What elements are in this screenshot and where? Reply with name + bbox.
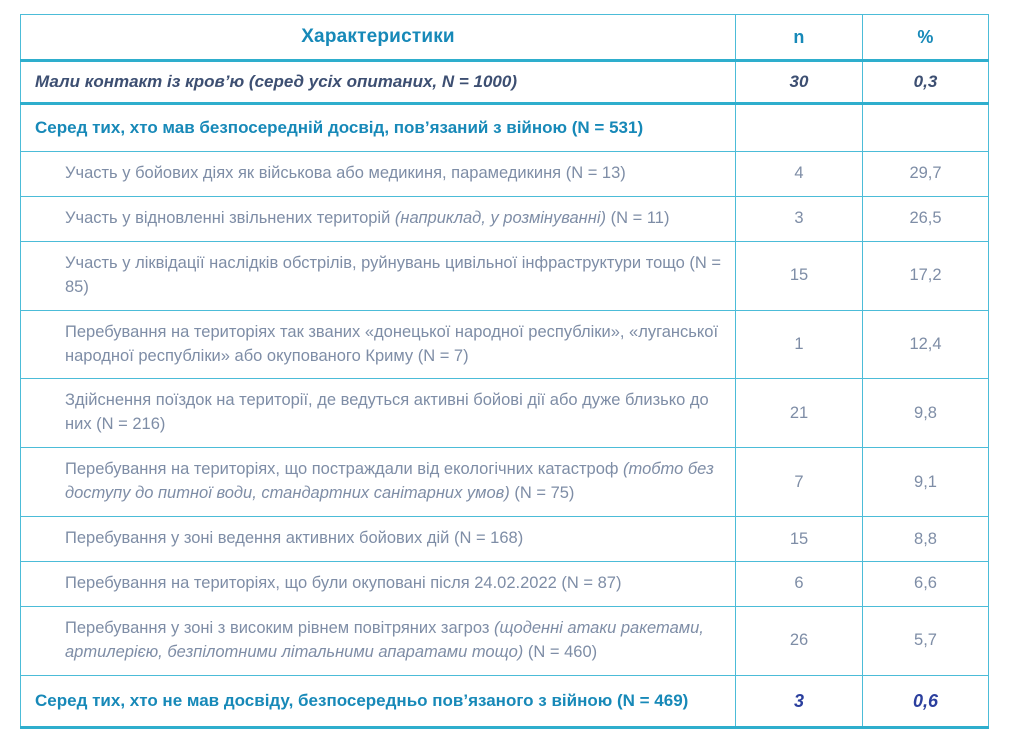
table-header-row: [21, 15, 989, 61]
table-row: [21, 310, 989, 379]
column-header-characteristics: Характеристики: [21, 15, 736, 61]
row-label-text: Перебування на територіях, що були окуповані після 24.02.2022 (N = 87): [65, 574, 622, 593]
cell-percent: 0,3: [863, 61, 989, 104]
row-label-text: Перебування на територіях так званих «донецької народної республіки», «луганської народної республіки» або окупованого Криму (N = 7): [65, 322, 719, 365]
row-label-count: (N = 460): [523, 642, 598, 661]
column-header-percent: %: [863, 15, 989, 61]
cell-percent: 8,8: [863, 517, 989, 562]
cell-percent: 17,2: [863, 241, 989, 310]
row-label: [21, 196, 736, 241]
row-label-note: (тобто без доступу до питної води, стандартних санітарних умов): [65, 460, 714, 503]
cell-percent: 5,7: [863, 606, 989, 675]
table-row-overall: [21, 61, 989, 104]
table-row: [21, 379, 989, 448]
row-label-text: Перебування у зоні ведення активних бойових дій (N = 168): [65, 529, 524, 548]
row-label: [21, 448, 736, 517]
cell-percent: 9,1: [863, 448, 989, 517]
row-label: [21, 606, 736, 675]
cell-percent: 6,6: [863, 562, 989, 607]
cell-n: 6: [736, 562, 863, 607]
cell-n: 15: [736, 517, 863, 562]
table-row: [21, 517, 989, 562]
cell-percent: 9,8: [863, 379, 989, 448]
cell-n: 1: [736, 310, 863, 379]
cell-n: 26: [736, 606, 863, 675]
row-label: [21, 241, 736, 310]
cell-percent: 12,4: [863, 310, 989, 379]
row-label-text: Участь у ліквідації наслідків обстрілів, руйнувань цивільної інфраструктури тощо (N = 85): [65, 253, 722, 296]
table-row: [21, 448, 989, 517]
table-row: [21, 241, 989, 310]
table-row: [21, 151, 989, 196]
row-label-summary: Серед тих, хто не мав досвіду, безпосередньо пов’язаного з війною (N = 469): [21, 675, 736, 727]
row-label: [21, 562, 736, 607]
row-label-text: Перебування на територіях, що постраждали від екологічних катастроф: [65, 460, 624, 479]
row-label: [21, 151, 736, 196]
row-label-text: Перебування у зоні з високим рівнем повітряних загроз: [65, 618, 494, 637]
column-header-n: n: [736, 15, 863, 61]
table-row: [21, 606, 989, 675]
table-row: [21, 562, 989, 607]
statistics-table: [20, 14, 989, 729]
row-label-count: (N = 75): [509, 484, 575, 503]
table-row-summary: [21, 675, 989, 727]
row-label: [21, 379, 736, 448]
row-label-count: (N = 11): [606, 208, 670, 227]
cell-percent: 26,5: [863, 196, 989, 241]
cell-percent: 29,7: [863, 151, 989, 196]
row-label-note: (наприклад, у розмінуванні): [394, 208, 607, 227]
cell-n: 30: [736, 61, 863, 104]
row-label-overall: Мали контакт із кров’ю (серед усіх опитаних, N = 1000): [21, 61, 736, 104]
row-label-note: (щоденні атаки ракетами, артилерією, безпілотними літальними апаратами тощо): [65, 618, 704, 661]
row-label-text: Здійснення поїздок на території, де ведуться активні бойові дії або дуже близько до них (N = 216): [65, 391, 709, 434]
section-header-label: Серед тих, хто мав безпосередній досвід, пов’язаний з війною (N = 531): [21, 104, 736, 151]
cell-percent: 0,6: [863, 675, 989, 727]
cell-n: 15: [736, 241, 863, 310]
table-row: [21, 196, 989, 241]
table-body: [21, 15, 989, 728]
table-section-header-row: [21, 104, 989, 151]
cell-n: [736, 104, 863, 151]
cell-n: 3: [736, 675, 863, 727]
cell-n: 21: [736, 379, 863, 448]
row-label: [21, 310, 736, 379]
cell-n: 4: [736, 151, 863, 196]
cell-n: 7: [736, 448, 863, 517]
cell-n: 3: [736, 196, 863, 241]
row-label-text: Участь у відновленні звільнених територій: [65, 208, 395, 227]
statistics-table-container: [20, 14, 988, 729]
row-label: [21, 517, 736, 562]
row-label-text: Участь у бойових діях як військова або медикиня, парамедикиня (N = 13): [65, 163, 626, 182]
cell-percent: [863, 104, 989, 151]
